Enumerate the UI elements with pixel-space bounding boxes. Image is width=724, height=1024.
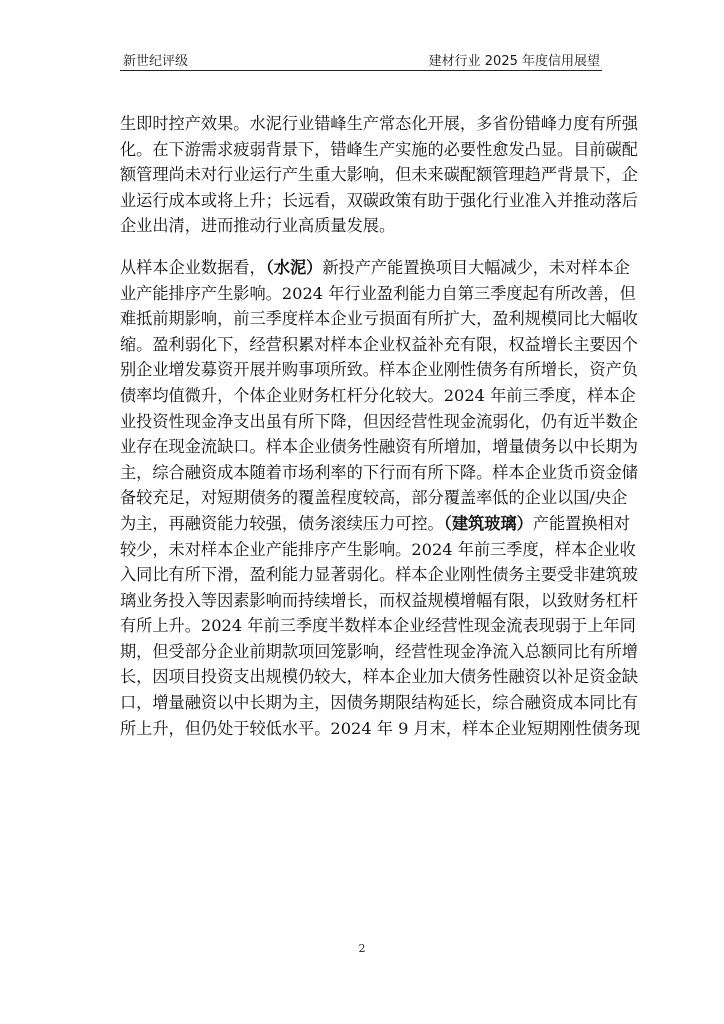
text-segment: 新投产产能置换项目大幅减少，未对样本企 bbox=[322, 257, 630, 277]
text-line: 有所上升。2024 年前三季度半数样本企业经营性现金流表现弱于上年同 bbox=[120, 616, 636, 636]
text-line: 所上升，但仍处于较低水平。2024 年 9 月末，样本企业短期刚性债务现 bbox=[120, 718, 641, 738]
text-line: 缩。盈利弱化下，经营积累对样本企业权益补充有限，权益增长主要因个 bbox=[120, 334, 638, 354]
text-line: 生即时控产效果。水泥行业错峰生产常态化开展，多省份错峰力度有所强 bbox=[120, 114, 638, 133]
paragraph-sample-analysis bbox=[120, 255, 641, 741]
text-line bbox=[120, 255, 630, 281]
text-segment: 产能置换相对 bbox=[532, 513, 630, 533]
header-org-name: 新世纪评级 bbox=[123, 54, 189, 69]
body-text bbox=[120, 111, 641, 757]
text-line: 业运行成本或将上升；长远看，双碳政策有助于强化行业准入并推动落后 bbox=[120, 190, 638, 210]
text-line: 业投资性现金净支出虽有所下降，但因经营性现金流弱化，仍有近半数企 bbox=[120, 411, 638, 431]
text-line: 债率均值微升，个体企业财务杠杆分化较大。2024 年前三季度，样本企 bbox=[120, 385, 636, 405]
text-line: 企业出清，进而推动行业高质量发展。 bbox=[120, 216, 396, 236]
text-segment: 从样本企业数据看， bbox=[120, 257, 266, 277]
text-segment: 为主，再融资能力较强，债务滚续压力可控。 bbox=[120, 513, 444, 533]
text-line: 化。在下游需求疲弱背景下，错峰生产实施的必要性愈发凸显。目前碳配 bbox=[120, 139, 638, 159]
text-line: 期，但受部分企业前期款项回笼影响，经营性现金净流入总额同比有所增 bbox=[120, 641, 638, 661]
text-line: 额管理尚未对行业运行产生重大影响，但未来碳配额管理趋严背景下，企 bbox=[120, 165, 638, 185]
text-line: 业存在现金流缺口。样本企业债务性融资有所增加，增量债务以中长期为 bbox=[120, 437, 638, 457]
header-report-title: 建材行业 2025 年度信用展望 bbox=[428, 54, 600, 69]
text-line: 难抵前期影响，前三季度样本企业亏损面有所扩大，盈利规模同比大幅收 bbox=[120, 309, 638, 329]
text-line bbox=[120, 511, 630, 537]
text-line: 业产能排序产生影响。2024 年行业盈利能力自第三季度起有所改善，但 bbox=[120, 283, 636, 303]
text-line: 长，因项目投资支出规模仍较大，样本企业加大债务性融资以补足资金缺 bbox=[120, 667, 638, 687]
page-number: 2 bbox=[358, 942, 366, 955]
text-line: 别企业增发募资开展并购事项所致。样本企业刚性债务有所增长，资产负 bbox=[120, 360, 638, 380]
text-line: 主，综合融资成本随着市场利率的下行而有所下降。样本企业货币资金储 bbox=[120, 462, 638, 482]
page-header bbox=[120, 46, 602, 71]
paragraph-carbon-policy bbox=[120, 111, 638, 239]
text-line: 口，增量融资以中长期为主，因债务期限结构延长，综合融资成本同比有 bbox=[120, 693, 638, 713]
text-line: 入同比有所下滑，盈利能力显著弱化。样本企业刚性债务主要受非建筑玻 bbox=[120, 565, 638, 585]
section-label-cement: （水泥） bbox=[265, 257, 323, 277]
text-line: 较少，未对样本企业产能排序产生影响。2024 年前三季度，样本企业收 bbox=[120, 539, 636, 559]
text-line: 备较充足，对短期债务的覆盖程度较高，部分覆盖率低的企业以国/央企 bbox=[120, 488, 628, 508]
text-line: 璃业务投入等因素影响而持续增长，而权益规模增幅有限，以致财务杠杆 bbox=[120, 590, 638, 610]
section-label-glass: （建筑玻璃） bbox=[443, 513, 533, 533]
